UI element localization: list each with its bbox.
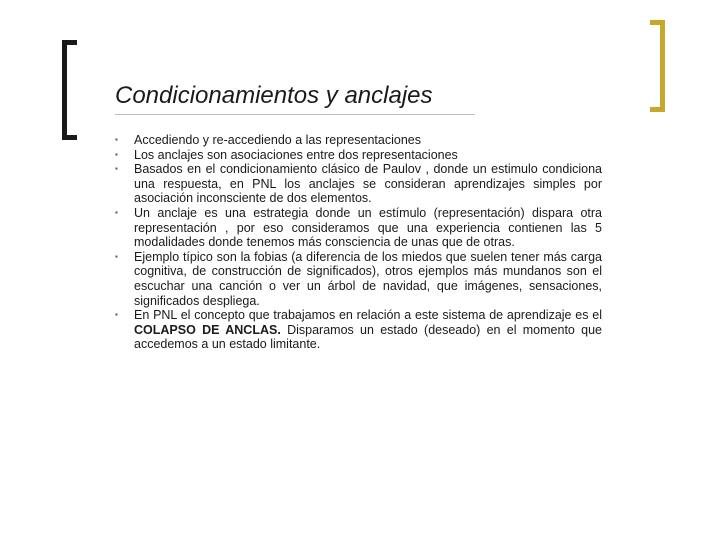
title-underline [115, 114, 475, 115]
bullet-text-before: En PNL el concepto que trabajamos en relación a este sistema de aprendizaje es el [134, 308, 602, 323]
bullet-text: Los anclajes son asociaciones entre dos representaciones [134, 147, 458, 162]
bullet-item [115, 133, 602, 148]
bullet-icon: ▪ [115, 149, 118, 159]
bullet-text: Accediendo y re-accediendo a las representaciones [134, 133, 421, 147]
bullet-text: Ejemplo típico son la fobias (a diferencia de los miedos que suelen tener más carga cognitiva, de construcción de significados), otros ejemplos más mundanos son el escuchar una canción o ver un árbol de navidad, que imágenes, sensaciones, significados despliega. [134, 249, 602, 308]
bullet-icon: ▪ [115, 164, 118, 174]
bullet-icon: ▪ [115, 135, 118, 144]
bullet-item [115, 162, 602, 206]
bullet-text-bold: COLAPSO DE ANCLAS. [134, 322, 281, 337]
bullet-item [115, 308, 602, 352]
bullet-item [115, 250, 602, 308]
bullet-icon: ▪ [115, 251, 118, 261]
right-bracket-decoration [650, 20, 665, 112]
bullet-icon: ▪ [115, 310, 118, 320]
bullet-icon: ▪ [115, 207, 118, 217]
slide-title: Condicionamientos y anclajes [115, 82, 433, 109]
bullet-item [115, 148, 602, 163]
bullet-text: Un anclaje es una estrategia donde un estímulo (representación) dispara otra representación , por eso consideramos que una experiencia contienen las 5 modalidades donde tenemos más consciencia de unas que de otras. [134, 205, 602, 250]
bullet-text-after: Disparamos un estado (deseado) en el momento que accedemos a un estado limitante. [134, 322, 602, 352]
bullet-list [115, 133, 602, 352]
bullet-text: Basados en el condicionamiento clásico de Paulov , donde un estimulo condiciona una respuesta, en PNL los anclajes se consideran aprendizajes simples por asociación inconsciente de dos elementos. [134, 162, 602, 206]
bullet-item [115, 206, 602, 250]
left-bracket-decoration [62, 40, 77, 140]
